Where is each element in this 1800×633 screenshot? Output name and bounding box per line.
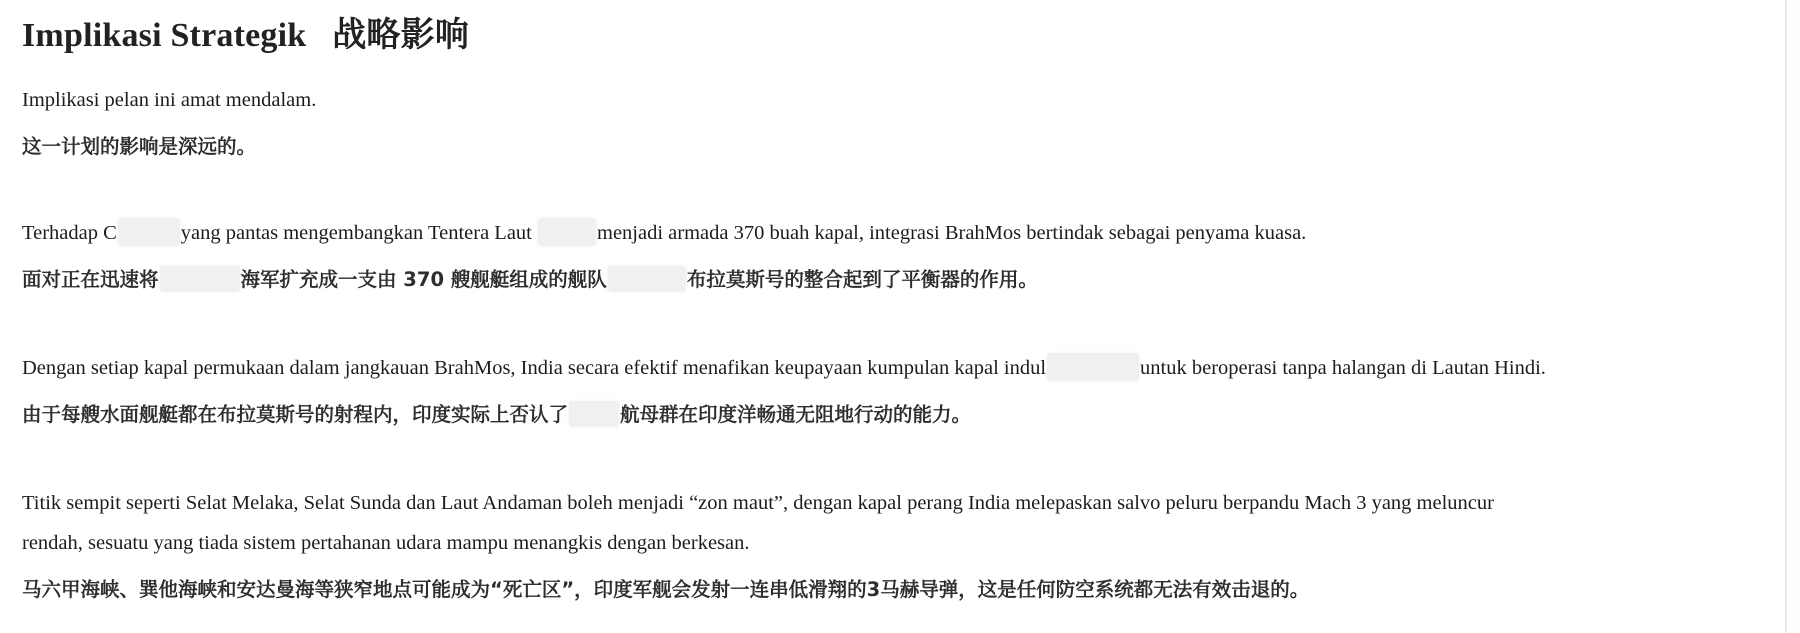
redaction-box [160,266,240,292]
paragraph-zh-1 [22,133,1552,160]
redaction-box [1047,353,1139,381]
text-run: 海军扩充成一支由 370 艘舰艇组成的舰队 [240,268,607,291]
text-run: 马六甲海峡、巽他海峡和安达曼海等狭窄地点可能成为“死亡区”，印度军舰会发射一连串低滑翔的3马赫导弹，这是任何防空系统都无法有效击退的。 [22,578,1310,601]
paragraph-ms-4 [22,483,1552,563]
text-run: 面对正在迅速将 [22,268,159,291]
text-run: menjadi armada 370 buah kapal, integrasi BrahMos bertindak sebagai penyama kuasa. [597,222,1307,244]
redaction-box [118,218,180,246]
redaction-box [608,266,686,292]
text-run: Implikasi pelan ini amat mendalam. [22,89,317,111]
redaction-box [569,401,619,427]
paragraph-ms-1 [22,80,1552,120]
text-run: 布拉莫斯号的整合起到了平衡器的作用。 [686,268,1038,291]
paragraph-zh-4 [22,576,1552,603]
text-run: Dengan setiap kapal permukaan dalam jangkauan BrahMos, India secara efektif menafikan keupayaan kumpulan kapal indul [22,357,1047,379]
vertical-scrollbar[interactable] [1785,0,1800,633]
paragraph-group [22,80,1552,160]
paragraph-group [22,348,1552,428]
paragraph-list [22,80,1552,603]
paragraph-zh-2 [22,266,1552,293]
text-run: yang pantas mengembangkan Tentera Laut [180,222,538,244]
text-run: Titik sempit seperti Selat Melaka, Selat Sunda dan Laut Andaman boleh menjadi “zon maut”, dengan kapal perang India melepaskan salvo peluru berpandu Mach 3 yang meluncur rendah, sesuatu yang tiada sistem pertahanan udara mampu menangkis dengan berkesan. [22,492,1494,554]
paragraph-zh-3 [22,401,1552,428]
paragraph-group [22,213,1552,293]
text-run: untuk beroperasi tanpa halangan di Lautan Hindi. [1140,357,1546,379]
redaction-box [538,218,596,246]
page-title: Implikasi Strategik 战略影响 [22,17,470,54]
text-run: 这一计划的影响是深远的。 [22,135,257,158]
text-run: 航母群在印度洋畅通无阻地行动的能力。 [620,403,972,426]
text-run: 由于每艘水面舰艇都在布拉莫斯号的射程内，印度实际上否认了 [22,403,569,426]
text-run: Terhadap C [22,222,117,244]
paragraph-group [22,483,1552,603]
paragraph-ms-3 [22,348,1552,388]
paragraph-ms-2 [22,213,1552,253]
